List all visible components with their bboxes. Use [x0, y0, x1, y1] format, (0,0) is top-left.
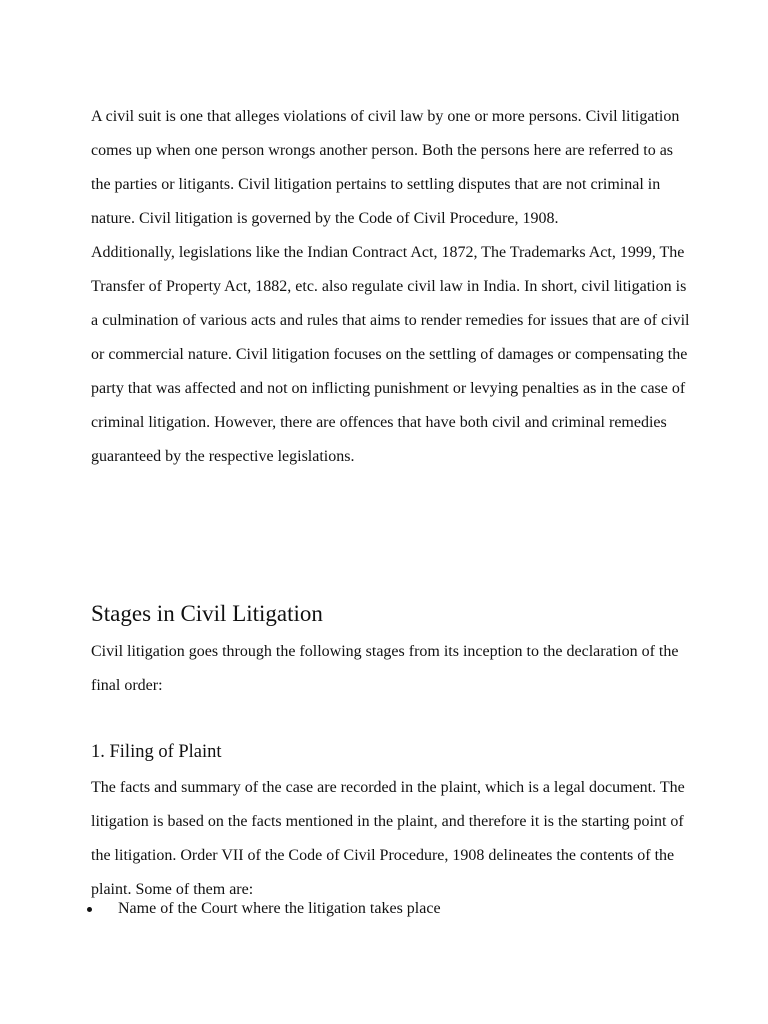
- intro-paragraph: A civil suit is one that alleges violations of civil law by one or more persons. Civil litigation comes up when one person wrongs another person. Both the persons here are referred to as the parties or litigants. Civil litigation pertains to settling disputes that are not criminal in nature. Civil litigation is governed by the Code of Civil Procedure, 1908.: [91, 108, 680, 227]
- filing-bullet-list: [91, 896, 691, 922]
- filing-heading: 1. Filing of Plaint: [91, 742, 222, 762]
- bullet-item: [91, 896, 691, 922]
- intro-section: [91, 100, 691, 474]
- stages-intro-paragraph: Civil litigation goes through the following stages from its inception to the declaration of the final order:: [91, 643, 679, 694]
- filing-paragraph: The facts and summary of the case are recorded in the plaint, which is a legal document. The litigation is based on the facts mentioned in the plaint, and therefore it is the starting point of the litigation. Order VII of the Code of Civil Procedure, 1908 delineates the contents of the plaint. Some of them are:: [91, 779, 685, 898]
- intro-paragraph-2: Additionally, legislations like the Indian Contract Act, 1872, The Trademarks Act, 1999, The Transfer of Property Act, 1882, etc. also regulate civil law in India. In short, civil litigation is a culmination of various acts and rules that aims to render remedies for issues that are of civil or commercial nature. Civil litigation focuses on the settling of damages or compensating the party that was affected and not on inflicting punishment or levying penalties as in the case of criminal litigation. However, there are offences that have both civil and criminal remedies guaranteed by the respective legislations.: [91, 244, 690, 465]
- bullet-icon: [87, 907, 92, 912]
- stages-heading: Stages in Civil Litigation: [91, 601, 323, 626]
- bullet-text: Name of the Court where the litigation takes place: [118, 900, 441, 917]
